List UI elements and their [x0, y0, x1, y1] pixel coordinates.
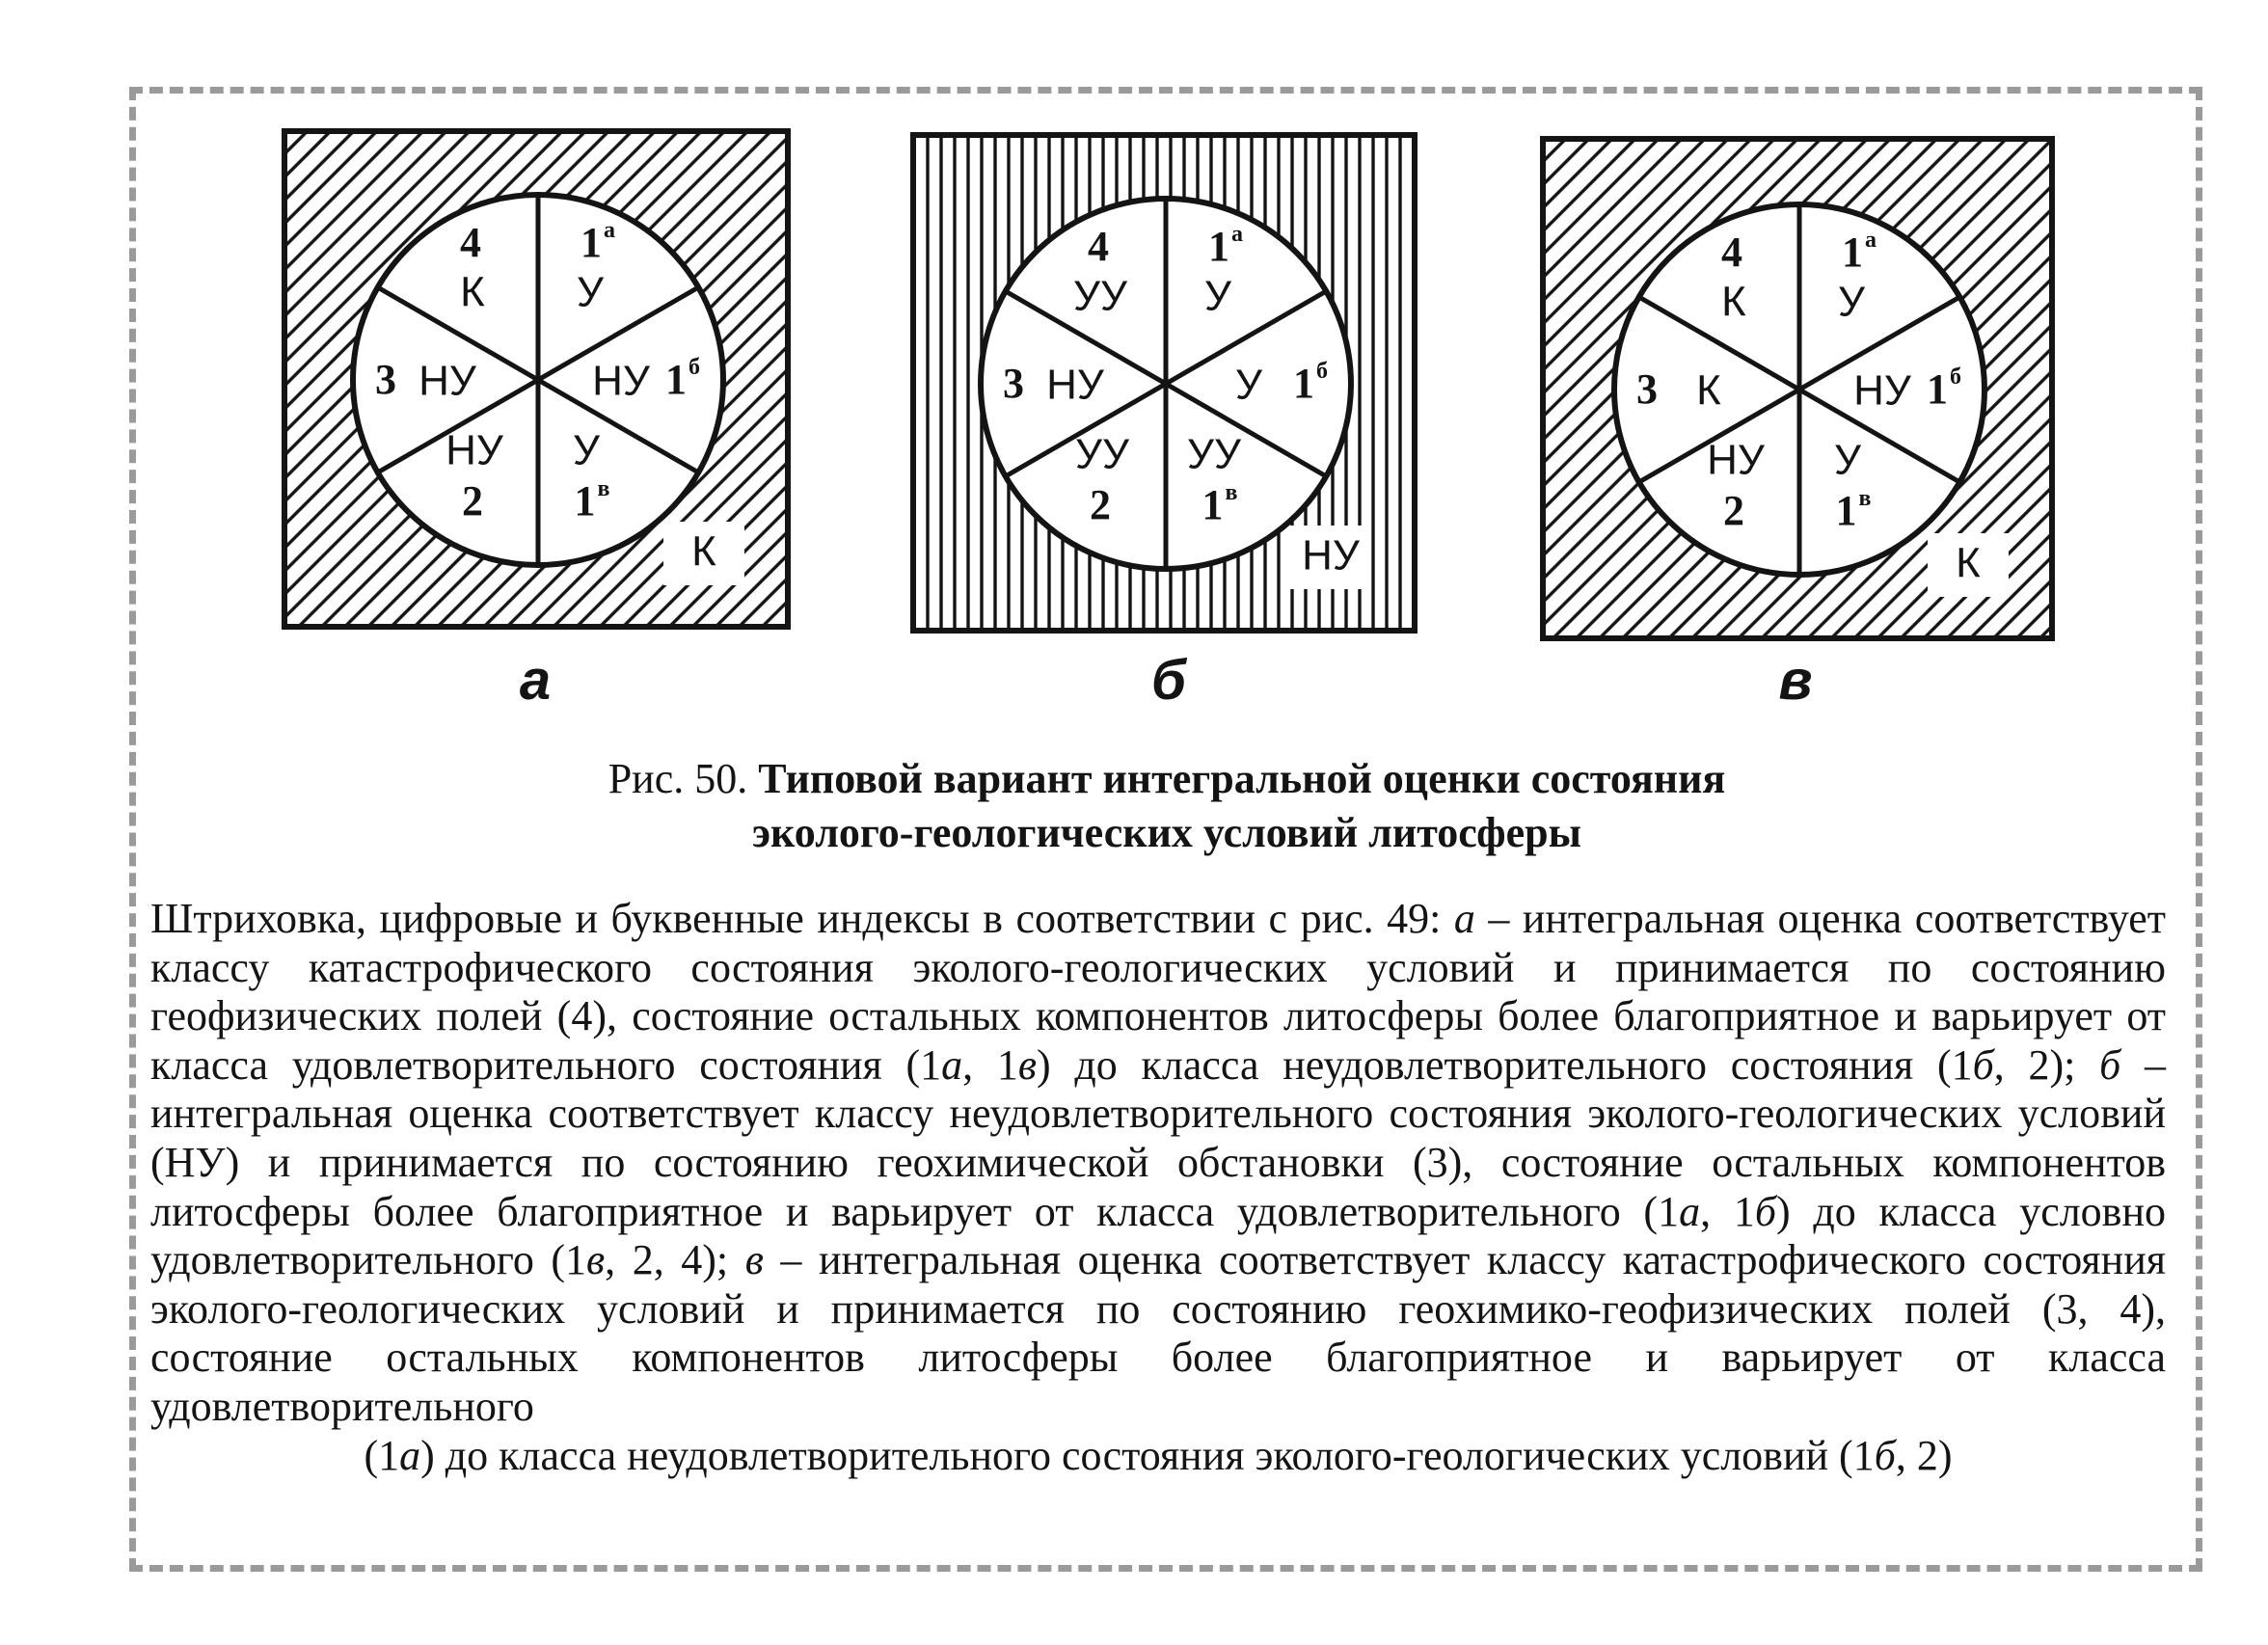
sector-number-1b: $1^б$ — [1927, 364, 1961, 414]
desc-italic: б — [2099, 1040, 2121, 1089]
desc-italic: а — [941, 1040, 963, 1089]
integral-class-label: К — [1956, 539, 1981, 587]
sector-number-3: 3 — [1636, 365, 1658, 414]
integral-class-label: К — [691, 527, 716, 576]
sector-number-2: 2 — [1723, 487, 1744, 535]
desc-italic: а — [1453, 895, 1475, 942]
desc-italic: в — [1017, 1040, 1038, 1089]
sector-number-2: 2 — [462, 477, 483, 526]
description-last-line — [150, 1432, 2166, 1481]
sector-class-1v: УУ — [1187, 430, 1241, 478]
desc-text: Штриховка, цифровые и буквенные индексы в соответствии с рис. 49: — [150, 895, 1454, 942]
figure-caption — [289, 752, 2044, 860]
desc-text: ) до класса неудовлетворительного состояния (1 — [1037, 1040, 1973, 1089]
desc-italic: в — [744, 1236, 764, 1284]
sector-number-3: 3 — [1003, 360, 1024, 408]
sector-class-1v: У — [573, 426, 600, 474]
sector-class-2: НУ — [1707, 436, 1765, 484]
sector-class-1b: НУ — [592, 357, 650, 405]
figure-number: Рис. 50. — [608, 755, 748, 802]
sector-class-2: НУ — [446, 426, 503, 474]
desc-italic: а — [399, 1431, 421, 1479]
panel-letter-b: б — [1151, 649, 1186, 712]
sector-number-1a: $1^а$ — [1842, 227, 1876, 277]
diagram-panel-v — [1540, 136, 2055, 641]
diagram-svg — [1540, 136, 2055, 641]
integral-class-label: НУ — [1302, 531, 1360, 580]
desc-text: , 1 — [962, 1040, 1018, 1089]
desc-text: ) до класса неудовлетворительного состояния эколого-геологических условий (1 — [420, 1431, 1875, 1479]
sector-number-1v: $1^в$ — [1202, 479, 1238, 529]
sector-number-1v: $1^в$ — [574, 475, 610, 526]
diagram-svg — [282, 128, 791, 630]
sector-class-1a: У — [577, 268, 604, 316]
sector-class-4: УУ — [1073, 272, 1127, 320]
desc-italic: б — [1874, 1431, 1896, 1479]
sector-number-1a: $1^а$ — [580, 217, 615, 267]
desc-italic: в — [586, 1236, 606, 1284]
diagram-panel-b — [910, 132, 1418, 634]
sector-number-2: 2 — [1090, 481, 1111, 529]
sector-number-4: 4 — [1088, 223, 1109, 271]
desc-italic: б — [1754, 1187, 1776, 1235]
desc-text: (1 — [364, 1431, 400, 1479]
description-paragraph — [150, 895, 2166, 1432]
panel-letter-v: в — [1778, 649, 1813, 712]
sector-class-1v: У — [1834, 436, 1861, 484]
panel-letter-a: а — [519, 649, 552, 712]
sector-number-1b: $1^б$ — [665, 354, 700, 404]
sector-number-1a: $1^а$ — [1208, 221, 1243, 271]
desc-text: , 2); — [1993, 1040, 2100, 1089]
desc-italic: б — [1972, 1040, 1994, 1089]
sector-number-1v: $1^в$ — [1835, 485, 1872, 535]
figure-title-part-1: Типовой вариант интегральной оценки состояния — [758, 755, 1726, 802]
sector-class-1a: У — [1204, 272, 1231, 320]
sector-class-3: НУ — [1046, 361, 1104, 409]
sector-class-4: К — [1721, 278, 1746, 326]
diagram-panel-a — [282, 128, 791, 630]
desc-text: , 1 — [1700, 1187, 1755, 1235]
figure-description — [150, 895, 2166, 1480]
sector-class-1b: У — [1235, 361, 1262, 409]
desc-text: – интегральная оценка соответствует классу неудовлетворительного состояния эколого-геологических условий (НУ) и принимается по состоянию геохимической обстановки (3), состояние остальных компонентов литосферы более благоприятное и варьирует от класса удовлетворительного (1 — [150, 1040, 2166, 1235]
desc-italic: а — [1679, 1187, 1701, 1235]
desc-text: ) до класса условно удовлетворительного (1 — [150, 1187, 2166, 1284]
desc-text: , 2, 4); — [605, 1236, 745, 1284]
sector-class-2: УУ — [1075, 430, 1129, 478]
caption-line-1 — [289, 752, 2044, 806]
desc-text: – интегральная оценка соответствует классу катастрофического состояния эколого-геологических условий и принимается по состоянию геофизических полей (4), состояние остальных компонентов литосферы более благоприятное и варьирует от класса удовлетворительного состояния (1 — [150, 895, 2166, 1089]
sector-number-1b: $1^б$ — [1293, 358, 1328, 408]
desc-text: , 2) — [1895, 1431, 1953, 1479]
sector-number-4: 4 — [1721, 229, 1742, 277]
sector-class-3: К — [1696, 366, 1721, 415]
diagram-svg — [910, 132, 1418, 634]
sector-class-4: К — [460, 268, 485, 316]
desc-text: – интегральная оценка соответствует классу катастрофического состояния эколого-геологических условий и принимается по состоянию геохимико-геофизических полей (3, 4), состояние остальных компонентов литосферы более благоприятное и варьирует от класса удовлетворительного — [150, 1236, 2166, 1430]
sector-class-1a: У — [1838, 278, 1865, 326]
sector-class-1b: НУ — [1853, 366, 1911, 415]
sector-class-3: НУ — [418, 357, 476, 405]
sector-number-3: 3 — [375, 356, 396, 404]
sector-number-4: 4 — [460, 219, 481, 267]
figure-title-part-2: эколого-геологических условий литосферы — [752, 809, 1581, 856]
